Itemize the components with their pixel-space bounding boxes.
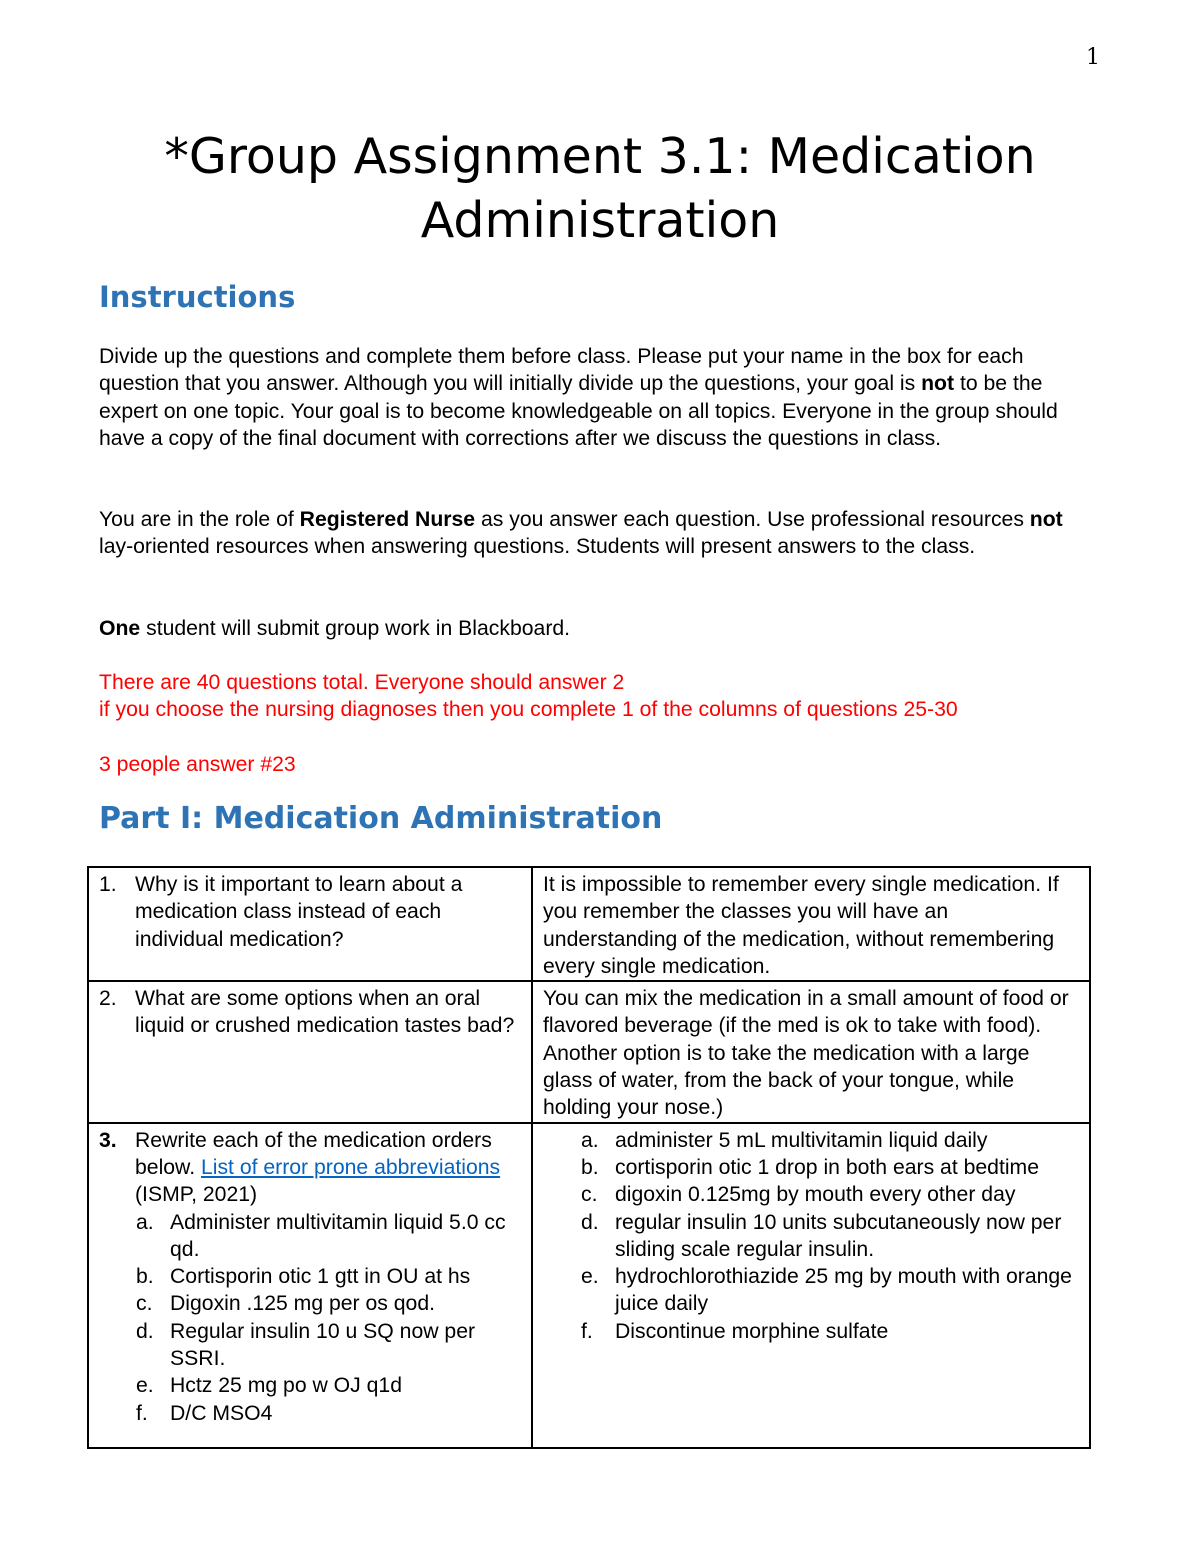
list-item — [581, 1127, 1081, 1154]
list-letter: e. — [581, 1265, 599, 1289]
page-number: 1 — [1086, 45, 1100, 70]
question-cell[interactable] — [88, 867, 532, 981]
title-line-1: *Group Assignment 3.1: Medication — [164, 128, 1036, 185]
emphasis-not: not — [921, 372, 955, 396]
part1-heading: Part I: Medication Administration — [99, 801, 663, 836]
list-item — [136, 1209, 523, 1264]
list-item — [581, 1318, 1081, 1345]
order-text: Administer multivitamin liquid 5.0 cc qd. — [170, 1210, 506, 1261]
answer-cell[interactable] — [532, 867, 1090, 981]
text: to be the expert on one topic. Your goal is to become knowledgeable on all topics. Everyone in the group should have a copy of the final document with corrections after we discuss the questions in class. — [99, 372, 1058, 450]
table-row — [88, 867, 1090, 981]
orders-list — [99, 1209, 523, 1427]
list-item — [136, 1400, 523, 1427]
text: Rewrite each of the medication orders below. — [135, 1128, 492, 1179]
question-number: 2. — [99, 987, 117, 1011]
emphasis-one: One — [99, 617, 141, 640]
red-note-1: There are 40 questions total. Everyone should answer 2 — [99, 671, 625, 694]
list-letter: c. — [581, 1183, 598, 1207]
order-text: Hctz 25 mg po w OJ q1d — [170, 1374, 402, 1398]
list-letter: d. — [581, 1210, 599, 1234]
list-item — [136, 1372, 523, 1399]
question-text: What are some options when an oral liquid or crushed medication tastes bad? — [135, 987, 515, 1038]
page-title — [60, 125, 1140, 253]
answer-cell[interactable] — [532, 1123, 1090, 1448]
instructions-paragraph-1 — [99, 343, 1099, 452]
question-cell[interactable] — [88, 981, 532, 1122]
emphasis-not: not — [1029, 508, 1063, 531]
answers-list — [581, 1127, 1081, 1345]
answer-text: regular insulin 10 units subcutaneously now per sliding scale regular insulin. — [615, 1210, 1062, 1261]
answer-text: digoxin 0.125mg by mouth every other day — [615, 1183, 1016, 1207]
emphasis-registered-nurse: Registered Nurse — [299, 508, 476, 531]
list-item — [136, 1318, 523, 1373]
instructions-paragraph-2 — [99, 506, 1099, 561]
text: You are in the role of — [99, 508, 300, 531]
text: lay-oriented resources when answering questions. Students will present answers to the class. — [99, 535, 976, 559]
question-number: 1. — [99, 873, 117, 896]
table-row — [88, 1123, 1090, 1448]
answer-text: hydrochlorothiazide 25 mg by mouth with orange juice daily — [615, 1265, 1072, 1316]
red-note-3: 3 people answer #23 — [99, 753, 296, 776]
table-row — [88, 981, 1090, 1122]
order-text: D/C MSO4 — [170, 1401, 273, 1425]
list-letter: f. — [136, 1401, 148, 1425]
list-letter: c. — [136, 1292, 153, 1316]
question-number: 3. — [99, 1128, 117, 1152]
questions-table — [87, 866, 1091, 1449]
list-item — [581, 1209, 1081, 1264]
answer-text: You can mix the medication in a small amount of food or flavored beverage (if the med is ok to take with food). Another option is to take the medication with a large glass of water, from the back of your tongue, while holding your nose.) — [543, 987, 1069, 1120]
list-item — [581, 1181, 1081, 1208]
list-item — [136, 1263, 523, 1290]
answer-text: It is impossible to remember every single medication. If you remember the classes you will have an understanding of the medication, without remembering every single medication. — [543, 873, 1059, 978]
error-prone-abbreviations-link[interactable]: List of error prone abbreviations — [200, 1155, 501, 1179]
instructions-heading: Instructions — [99, 280, 296, 314]
title-line-2: Administration — [420, 192, 780, 249]
text: (ISMP, 2021) — [135, 1183, 258, 1207]
order-text: Regular insulin 10 u SQ now per SSRI. — [170, 1319, 476, 1371]
order-text: Digoxin .125 mg per os qod. — [170, 1292, 435, 1316]
list-letter: d. — [136, 1319, 154, 1343]
list-letter: a. — [136, 1210, 154, 1234]
red-note-block — [99, 669, 1099, 724]
list-letter: e. — [136, 1374, 154, 1398]
answer-text: Discontinue morphine sulfate — [615, 1319, 889, 1343]
question-text — [135, 1127, 523, 1209]
list-letter: b. — [136, 1265, 154, 1289]
list-item — [581, 1263, 1081, 1318]
text: as you answer each question. Use professional resources — [475, 508, 1030, 531]
answer-cell[interactable] — [532, 981, 1090, 1122]
list-item — [581, 1154, 1081, 1181]
list-letter: b. — [581, 1155, 599, 1179]
order-text: Cortisporin otic 1 gtt in OU at hs — [170, 1265, 471, 1289]
text: student will submit group work in Blackboard. — [140, 617, 571, 640]
list-letter: a. — [581, 1128, 599, 1152]
answer-text: administer 5 mL multivitamin liquid daily — [615, 1128, 988, 1152]
text: Divide up the questions and complete them before class. Please put your name in the box for each question that you answer. Although you will initially divide up the questions, your goal is — [99, 345, 1024, 396]
answer-text: cortisporin otic 1 drop in both ears at bedtime — [615, 1155, 1039, 1179]
question-cell[interactable] — [88, 1123, 532, 1448]
red-note-2: if you choose the nursing diagnoses then you complete 1 of the columns of questions 25-30 — [99, 698, 958, 722]
list-letter: f. — [581, 1319, 593, 1343]
instructions-paragraph-3 — [99, 615, 1099, 642]
list-item — [136, 1290, 523, 1317]
question-text: Why is it important to learn about a medication class instead of each individual medication? — [135, 873, 463, 951]
